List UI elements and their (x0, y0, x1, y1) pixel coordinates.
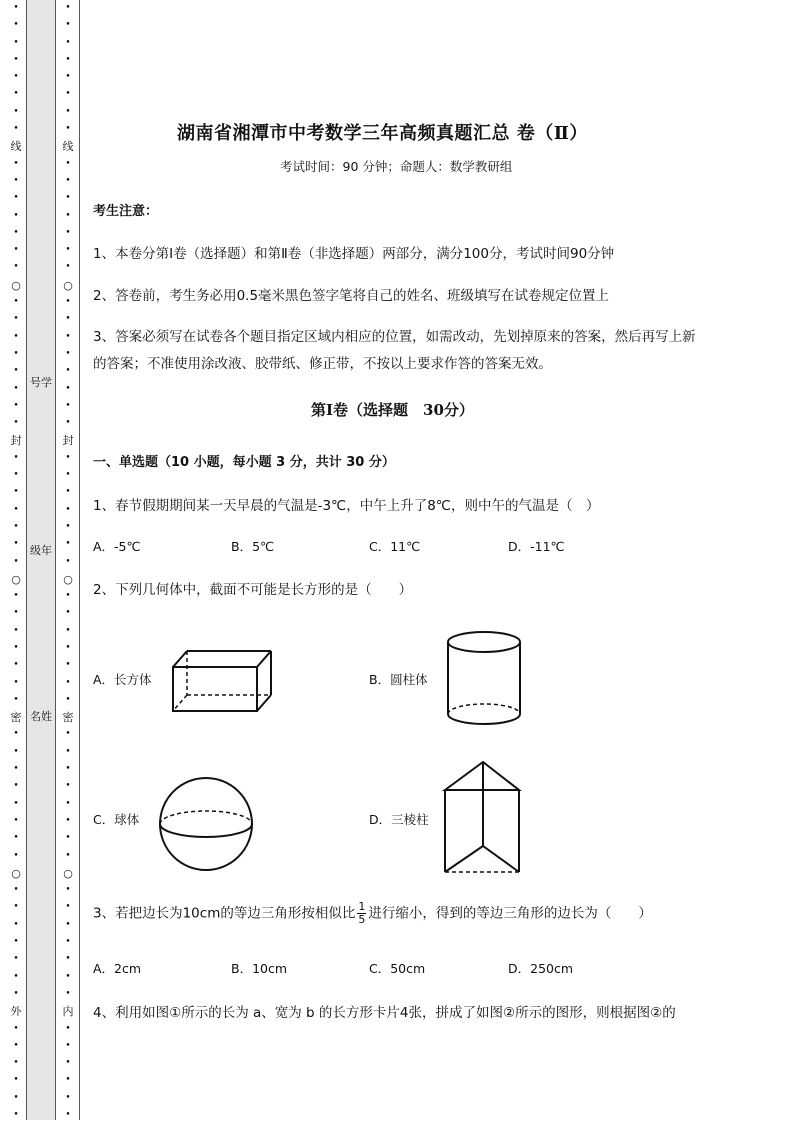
right-binding-dot: • (65, 608, 71, 619)
right-binding-mark: ○ (63, 866, 73, 880)
right-binding-dot: • (65, 37, 71, 48)
question-4: 4、利用如图①所示的长为 a、宽为 b 的长方形卡片4张，拼成了如图②所示的图形，则根据图②的 (93, 1005, 676, 1021)
left-binding-dot: • (13, 1075, 19, 1086)
left-binding-dot: • (13, 1110, 19, 1120)
q1-option-b: B．5℃ (231, 539, 275, 554)
left-binding-dot: • (13, 245, 19, 256)
left-binding-dot: • (13, 418, 19, 429)
section-title: 第I卷（选择题 30分） (311, 401, 474, 419)
q1-option-a: A．-5℃ (93, 539, 141, 554)
q3-option-b: B．10cm (231, 961, 288, 976)
left-binding-dot: • (13, 1040, 19, 1051)
left-binding-dot: • (13, 971, 19, 982)
right-binding-mark: 密 (62, 711, 74, 725)
right-binding-dot: • (65, 1023, 71, 1034)
exam-title: 湖南省湘潭市中考数学三年高频真题汇总 卷（Ⅱ） (177, 123, 588, 144)
left-binding-dot: • (13, 400, 19, 411)
right-binding-dot: • (65, 833, 71, 844)
notice-heading: 考生注意： (93, 204, 159, 219)
sphere-figure (157, 775, 255, 873)
left-binding-dot: • (13, 954, 19, 965)
q1-option-c: C．11℃ (369, 539, 421, 554)
right-binding-dot: • (65, 54, 71, 65)
similarity-ratio-fraction (357, 901, 366, 926)
right-binding-dot: • (65, 746, 71, 757)
left-binding-dot: • (13, 175, 19, 186)
left-binding-dot: • (13, 210, 19, 221)
right-binding-dot: • (65, 470, 71, 481)
left-binding-dot: • (13, 781, 19, 792)
left-binding-dot: • (13, 833, 19, 844)
left-binding-dot: • (13, 37, 19, 48)
left-binding-dot: • (13, 919, 19, 930)
exam-subtitle: 考试时间：90 分钟；命题人：数学教研组 (280, 159, 513, 174)
right-binding-dot: • (65, 660, 71, 671)
right-binding-mark: ○ (63, 278, 73, 292)
left-binding-dot: • (13, 193, 19, 204)
left-binding-dot: • (13, 642, 19, 653)
right-binding-dot: • (65, 1110, 71, 1120)
left-binding-dot: • (13, 591, 19, 602)
right-binding-dots (60, 0, 76, 1123)
right-binding-dot: • (65, 521, 71, 532)
left-binding-dot: • (13, 383, 19, 394)
right-binding-dot: • (65, 72, 71, 83)
notice-item-3-cont: 的答案；不准使用涂改液、胶带纸、修正带，不按以上要求作答的答案无效。 (93, 356, 552, 372)
left-binding-mark: 外 (10, 1005, 22, 1019)
left-binding-dot: • (13, 539, 19, 550)
left-binding-dot: • (13, 556, 19, 567)
right-binding-dot: • (65, 1092, 71, 1103)
q1-option-d: D．-11℃ (508, 539, 565, 554)
left-binding-dot: • (13, 297, 19, 308)
q2-option-d: D．三棱柱 (369, 812, 429, 827)
right-binding-dot: • (65, 106, 71, 117)
left-binding-dot: • (13, 937, 19, 948)
right-binding-mark: 封 (62, 434, 74, 448)
right-binding-dot: • (65, 642, 71, 653)
right-binding-mark: 内 (62, 1005, 74, 1019)
right-binding-dot: • (65, 348, 71, 359)
left-binding-dot: • (13, 3, 19, 13)
left-binding-dot: • (13, 227, 19, 238)
q3-option-d: D．250cm (508, 961, 574, 976)
left-binding-mark: ○ (11, 572, 21, 586)
left-binding-mark: 封 (10, 434, 22, 448)
left-binding-dot: • (13, 504, 19, 515)
part-heading: 一、单选题（10 小题，每小题 3 分，共计 30 分） (93, 455, 395, 470)
right-binding-dot: • (65, 694, 71, 705)
right-binding-dot: • (65, 383, 71, 394)
left-binding-dot: • (13, 331, 19, 342)
right-binding-dot: • (65, 971, 71, 982)
right-binding-dot: • (65, 764, 71, 775)
right-binding-dot: • (65, 781, 71, 792)
right-binding-dot: • (65, 262, 71, 273)
right-binding-mark: 线 (62, 140, 74, 154)
left-binding-mark: 密 (10, 711, 22, 725)
q2-option-a: A．长方体 (93, 672, 152, 687)
right-binding-mark: ○ (63, 572, 73, 586)
right-binding-dot: • (65, 539, 71, 550)
left-binding-dot: • (13, 815, 19, 826)
left-binding-dot: • (13, 746, 19, 757)
left-binding-dot: • (13, 89, 19, 100)
left-binding-dot: • (13, 470, 19, 481)
right-binding-dot: • (65, 20, 71, 31)
right-binding-dot: • (65, 89, 71, 100)
right-binding-dot: • (65, 885, 71, 896)
right-binding-dot: • (65, 902, 71, 913)
left-binding-mark: ○ (11, 278, 21, 292)
left-binding-dot: • (13, 348, 19, 359)
left-binding-dot: • (13, 850, 19, 861)
question-3 (93, 901, 652, 926)
right-binding-dot: • (65, 988, 71, 999)
right-binding-dot: • (65, 504, 71, 515)
q3-option-c: C．50cm (369, 961, 426, 976)
left-binding-dot: • (13, 452, 19, 463)
left-binding-dot: • (13, 660, 19, 671)
right-binding-dot: • (65, 314, 71, 325)
right-binding-dot: • (65, 1075, 71, 1086)
right-binding-dot: • (65, 210, 71, 221)
left-binding-dot: • (13, 262, 19, 273)
right-binding-dot: • (65, 400, 71, 411)
question-1: 1、春节假期期间某一天早晨的气温是-3℃，中午上升了8℃，则中午的气温是（ ） (93, 498, 600, 514)
right-binding-dot: • (65, 245, 71, 256)
notice-item-2: 2、答卷前，考生务必用0.5毫米黑色签字笔将自己的姓名、班级填写在试卷规定位置上 (93, 288, 610, 304)
right-binding-dot: • (65, 418, 71, 429)
left-binding-dot: • (13, 54, 19, 65)
right-binding-dot: • (65, 919, 71, 930)
fraction-numerator: 1 (358, 900, 366, 913)
right-binding-dot: • (65, 297, 71, 308)
right-binding-dot: • (65, 937, 71, 948)
right-binding-dot: • (65, 158, 71, 169)
left-binding-dot: • (13, 694, 19, 705)
class-label: 级年 (30, 544, 52, 557)
right-binding-dot: • (65, 677, 71, 688)
notice-item-3: 3、答案必须写在试卷各个题目指定区域内相应的位置，如需改动，先划掉原来的答案，然后再写上新 (93, 329, 696, 345)
left-binding-dot: • (13, 677, 19, 688)
left-binding-dot: • (13, 1023, 19, 1034)
right-binding-dot: • (65, 798, 71, 809)
left-binding-dot: • (13, 72, 19, 83)
q3-option-a: A．2cm (93, 961, 142, 976)
left-binding-dot: • (13, 106, 19, 117)
left-binding-dot: • (13, 487, 19, 498)
fraction-denominator: 5 (358, 913, 366, 926)
right-binding-dot: • (65, 3, 71, 13)
right-binding-dot: • (65, 815, 71, 826)
left-binding-dot: • (13, 798, 19, 809)
left-binding-dot: • (13, 1092, 19, 1103)
right-binding-dot: • (65, 124, 71, 135)
cylinder-figure (444, 630, 524, 726)
left-binding-dot: • (13, 729, 19, 740)
student-number-label: 号学 (30, 376, 52, 389)
q3-text-after: 进行缩小，得到的等边三角形的边长为（ ） (368, 905, 652, 922)
left-binding-dot: • (13, 988, 19, 999)
left-binding-mark: 线 (10, 140, 22, 154)
q2-option-c: C．球体 (93, 812, 140, 827)
left-binding-dots (8, 0, 24, 1123)
left-binding-dot: • (13, 902, 19, 913)
right-binding-dot: • (65, 954, 71, 965)
right-binding-dot: • (65, 227, 71, 238)
right-binding-dot: • (65, 556, 71, 567)
right-binding-dot: • (65, 193, 71, 204)
right-binding-dot: • (65, 850, 71, 861)
left-binding-dot: • (13, 366, 19, 377)
binding-info-strip (26, 0, 56, 1120)
left-binding-dot: • (13, 124, 19, 135)
name-label: 名姓 (30, 710, 52, 723)
q2-option-b: B．圆柱体 (369, 672, 428, 687)
left-binding-dot: • (13, 1058, 19, 1069)
left-binding-dot: • (13, 625, 19, 636)
right-binding-dot: • (65, 1040, 71, 1051)
binding-line (79, 0, 80, 1120)
left-binding-dot: • (13, 608, 19, 619)
right-binding-dot: • (65, 331, 71, 342)
right-binding-dot: • (65, 487, 71, 498)
right-binding-dot: • (65, 366, 71, 377)
right-binding-dot: • (65, 729, 71, 740)
q3-text-before: 3、若把边长为10cm的等边三角形按相似比 (93, 905, 356, 922)
left-binding-dot: • (13, 314, 19, 325)
left-binding-mark: ○ (11, 866, 21, 880)
left-binding-dot: • (13, 158, 19, 169)
right-binding-dot: • (65, 452, 71, 463)
left-binding-dot: • (13, 521, 19, 532)
left-binding-dot: • (13, 764, 19, 775)
cuboid-figure (165, 645, 277, 715)
right-binding-dot: • (65, 591, 71, 602)
right-binding-dot: • (65, 1058, 71, 1069)
right-binding-dot: • (65, 175, 71, 186)
question-2: 2、下列几何体中，截面不可能是长方形的是（ ） (93, 582, 413, 598)
left-binding-dot: • (13, 20, 19, 31)
triangular-prism-figure (441, 758, 523, 878)
left-binding-dot: • (13, 885, 19, 896)
right-binding-dot: • (65, 625, 71, 636)
notice-item-1: 1、本卷分第I卷（选择题）和第Ⅱ卷（非选择题）两部分，满分100分，考试时间90分钟 (93, 246, 615, 262)
